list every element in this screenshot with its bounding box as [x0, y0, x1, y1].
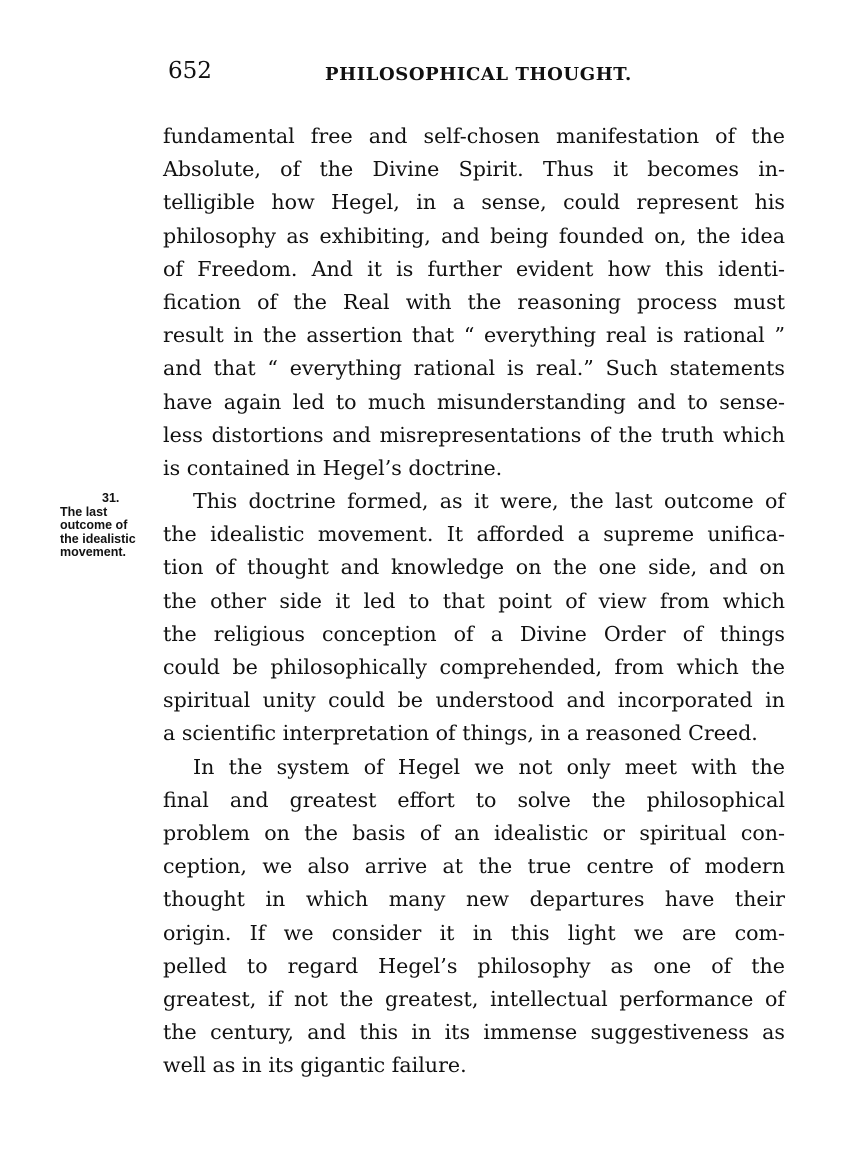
text-line: spiritual unity could be understood and incorporated in — [163, 688, 785, 713]
text-line: thought in which many new departures have their — [163, 887, 785, 912]
text-line: Absolute, of the Divine Spirit. Thus it becomes in- — [163, 157, 785, 182]
text-line: the idealistic movement. It afforded a supreme unifica- — [163, 522, 785, 547]
running-title: PHILOSOPHICAL THOUGHT. — [325, 64, 632, 85]
text-line: the other side it led to that point of view from which — [163, 588, 785, 613]
text-line: and that “ everything rational is real.” Such statements — [163, 356, 785, 381]
text-line: is contained in Hegel’s doctrine. — [163, 455, 503, 480]
body-text — [163, 120, 785, 1082]
text-line: the century, and this in its immense suggestiveness as — [163, 1020, 785, 1045]
text-line: This doctrine formed, as it were, the last outcome of — [193, 489, 785, 514]
margin-note-line: outcome of — [60, 518, 128, 532]
margin-note-line: The last — [60, 504, 108, 519]
page-header — [0, 56, 850, 96]
text-line: fication of the Real with the reasoning process must — [163, 289, 785, 314]
margin-note-number: 31. — [102, 491, 120, 505]
text-line: of Freedom. And it is further evident how this identi- — [163, 256, 785, 281]
text-line: well as in its gigantic failure. — [163, 1053, 467, 1078]
margin-note-line: movement. — [60, 545, 126, 559]
text-line: problem on the basis of an idealistic or spiritual con- — [163, 820, 785, 845]
text-line: tion of thought and knowledge on the one side, and on — [163, 555, 785, 580]
margin-note-line: the idealistic — [60, 531, 136, 546]
text-line: ception, we also arrive at the true centre of modern — [163, 854, 785, 879]
text-line: have again led to much misunderstanding and to sense- — [163, 389, 785, 414]
paragraph — [163, 751, 785, 1083]
page-number: 652 — [168, 58, 212, 84]
paragraph — [163, 120, 785, 485]
paragraph — [163, 485, 785, 751]
text-line: telligible how Hegel, in a sense, could represent his — [163, 190, 785, 215]
text-line: final and greatest effort to solve the philosophical — [163, 787, 785, 812]
text-line: origin. If we consider it in this light we are com- — [163, 920, 785, 945]
text-line: philosophy as exhibiting, and being founded on, the idea — [163, 223, 785, 248]
text-line: could be philosophically comprehended, from which the — [163, 655, 785, 679]
text-line: the religious conception of a Divine Order of things — [163, 621, 785, 646]
margin-note — [60, 492, 160, 560]
text-line: less distortions and misrepresentations of the truth which — [163, 422, 785, 447]
text-line: In the system of Hegel we not only meet with the — [193, 754, 785, 779]
text-line: a scientific interpretation of things, in a reasoned Creed. — [163, 721, 758, 746]
text-line: result in the assertion that “ everything real is rational ” — [163, 323, 785, 348]
text-line: greatest, if not the greatest, intellectual performance of — [163, 986, 785, 1011]
text-line: fundamental free and self-chosen manifestation of the — [163, 124, 785, 148]
text-line: pelled to regard Hegel’s philosophy as one of the — [163, 953, 785, 978]
